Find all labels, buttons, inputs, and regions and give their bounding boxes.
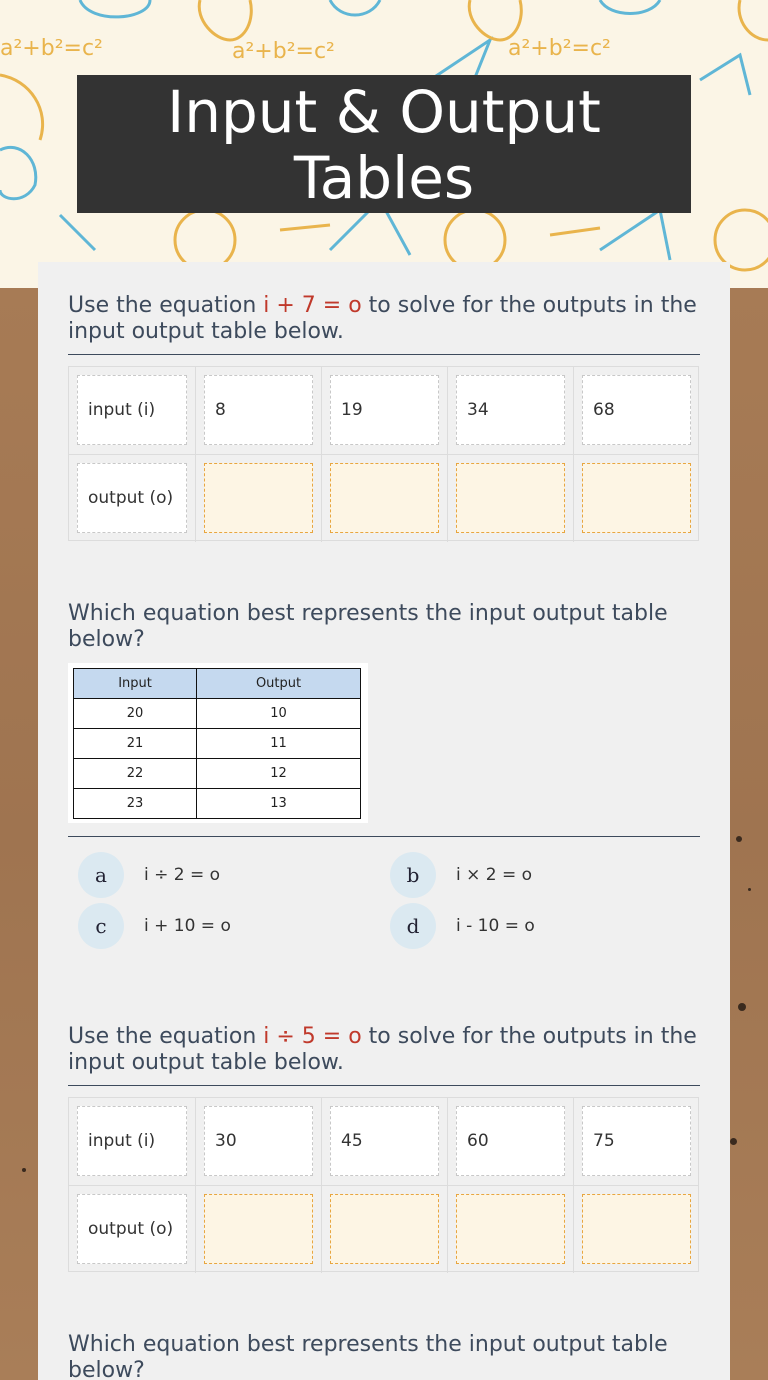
choice-d[interactable] [390,903,690,949]
output-row [69,1185,698,1272]
equation-text: i + 7 = o [263,293,362,318]
divider [68,836,700,837]
page-title: Input & Output Tables [77,75,691,213]
choice-a[interactable] [78,852,378,898]
input-row [69,1098,698,1185]
choice-letter: d [390,903,436,949]
input-value: 68 [582,375,691,445]
io-table-2 [68,1097,699,1272]
table-row: 21 11 [74,729,361,759]
output-answer-field[interactable] [330,463,439,533]
table-row: 23 13 [74,789,361,819]
input-value: 8 [204,375,313,445]
question-3-prompt: Use the equation i ÷ 5 = o to solve for the outputs in the input output table below. [68,1024,697,1075]
table-header: Output [197,669,361,699]
header-banner [0,0,768,288]
svg-text:a²+b²=c²: a²+b²=c² [0,36,103,61]
choice-b[interactable] [390,852,690,898]
output-row [69,454,698,541]
input-value: 45 [330,1106,439,1176]
choice-c[interactable] [78,903,378,949]
input-value: 19 [330,375,439,445]
svg-text:a²+b²=c²: a²+b²=c² [508,36,611,61]
output-answer-field[interactable] [456,1194,565,1264]
divider [68,354,700,355]
choice-letter: c [78,903,124,949]
output-label: output (o) [77,1194,187,1264]
output-answer-field[interactable] [582,1194,691,1264]
io-table-1 [68,366,699,541]
choice-text: i × 2 = o [456,865,533,885]
input-value: 75 [582,1106,691,1176]
input-label: input (i) [77,375,187,445]
output-label: output (o) [77,463,187,533]
question-4-prompt: Which equation best represents the input output table below? [68,1332,668,1380]
choice-letter: b [390,852,436,898]
input-row [69,367,698,454]
output-answer-field[interactable] [330,1194,439,1264]
choice-text: i + 10 = o [144,916,231,936]
equation-text: i ÷ 5 = o [263,1024,362,1049]
table-row: 22 12 [74,759,361,789]
input-value: 30 [204,1106,313,1176]
choice-text: i ÷ 2 = o [144,865,221,885]
output-answer-field[interactable] [456,463,565,533]
output-answer-field[interactable] [204,463,313,533]
input-value: 60 [456,1106,565,1176]
input-value: 34 [456,375,565,445]
divider [68,1085,700,1086]
question-1-prompt: Use the equation i + 7 = o to solve for the outputs in the input output table below. [68,293,697,344]
table-row: 20 10 [74,699,361,729]
question-2-prompt: Which equation best represents the input output table below? [68,601,668,652]
output-answer-field[interactable] [204,1194,313,1264]
svg-text:a²+b²=c²: a²+b²=c² [232,39,335,64]
table-header: Input [74,669,197,699]
input-output-table [68,663,368,823]
choice-text: i - 10 = o [456,916,535,936]
choice-letter: a [78,852,124,898]
input-label: input (i) [77,1106,187,1176]
output-answer-field[interactable] [582,463,691,533]
